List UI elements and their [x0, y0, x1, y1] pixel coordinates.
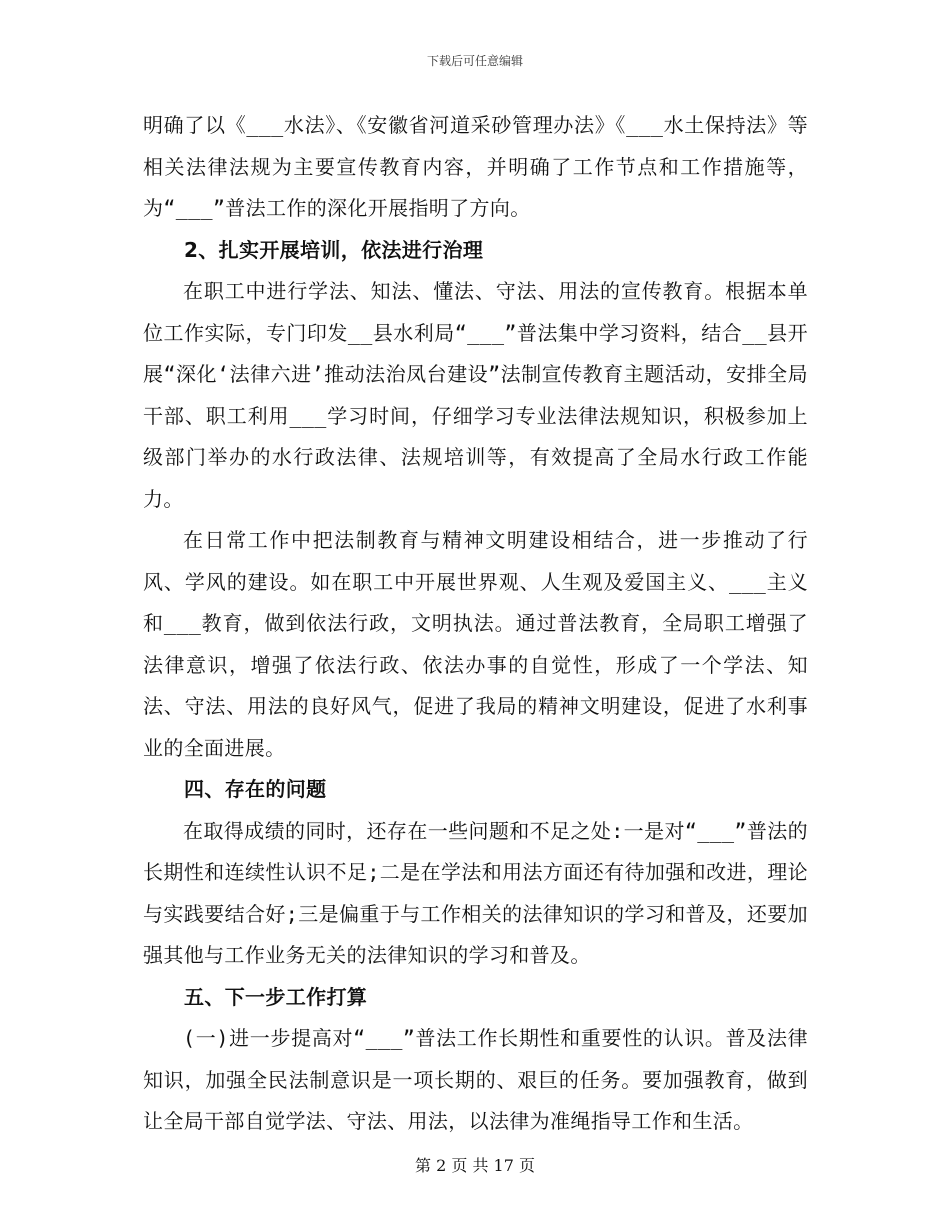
- page-header-note: 下载后可任意编辑: [426, 54, 523, 68]
- paragraph-training: 在职工中进行学法、知法、懂法、守法、用法的宣传教育。根据本单位工作实际，专门印发__县水利局“___”普法集中学习资料，结合__县开展“深化‘法律六进’推动法治凤台建设”法制宣传教育主题活动，安排全局干部、职工利用___学习时间，仔细学习专业法律法规知识，积极参加上级部门举办的水行政法律、法规培训等，有效提高了全局水行政工作能力。: [143, 279, 808, 511]
- document-body: [143, 105, 808, 1143]
- paragraph-next-steps: (一)进一步提高对“___”普法工作长期性和重要性的认识。普及法律知识，加强全民法制意识是一项长期的、艰巨的任务。要加强教育，做到让全局干部自觉学法、守法、用法，以法律为准绳指导工作和生活。: [143, 1026, 808, 1133]
- page-number: 第 2 页 共 17 页: [415, 1156, 535, 1175]
- section-heading-next-steps: 五、下一步工作打算: [184, 984, 368, 1009]
- paragraph-civilization: 在日常工作中把法制教育与精神文明建设相结合，进一步推动了行风、学风的建设。如在职工中开展世界观、人生观及爱国主义、___主义和___教育，做到依法行政，文明执法。通过普法教育，全局职工增强了法律意识，增强了依法行政、依法办事的自觉性，形成了一个学法、知法、守法、用法的良好风气，促进了我局的精神文明建设，促进了水利事业的全面进展。: [143, 528, 808, 760]
- paragraph-problems: 在取得成绩的同时，还存在一些问题和不足之处:一是对“___”普法的长期性和连续性认识不足;二是在学法和用法方面还有待加强和改进，理论与实践要结合好;三是偏重于与工作相关的法律知识的学习和普及，还要加强其他与工作业务无关的法律知识的学习和普及。: [143, 818, 808, 967]
- paragraph-intro-continued: 明确了以《___水法》、《安徽省河道采砂管理办法》《___水土保持法》等相关法律法规为主要宣传教育内容，并明确了工作节点和工作措施等，为“___”普法工作的深化开展指明了方向。: [143, 113, 808, 220]
- section-heading-problems: 四、存在的问题: [184, 777, 327, 801]
- section-heading-training: 2、扎实开展培训，依法进行治理: [184, 237, 484, 262]
